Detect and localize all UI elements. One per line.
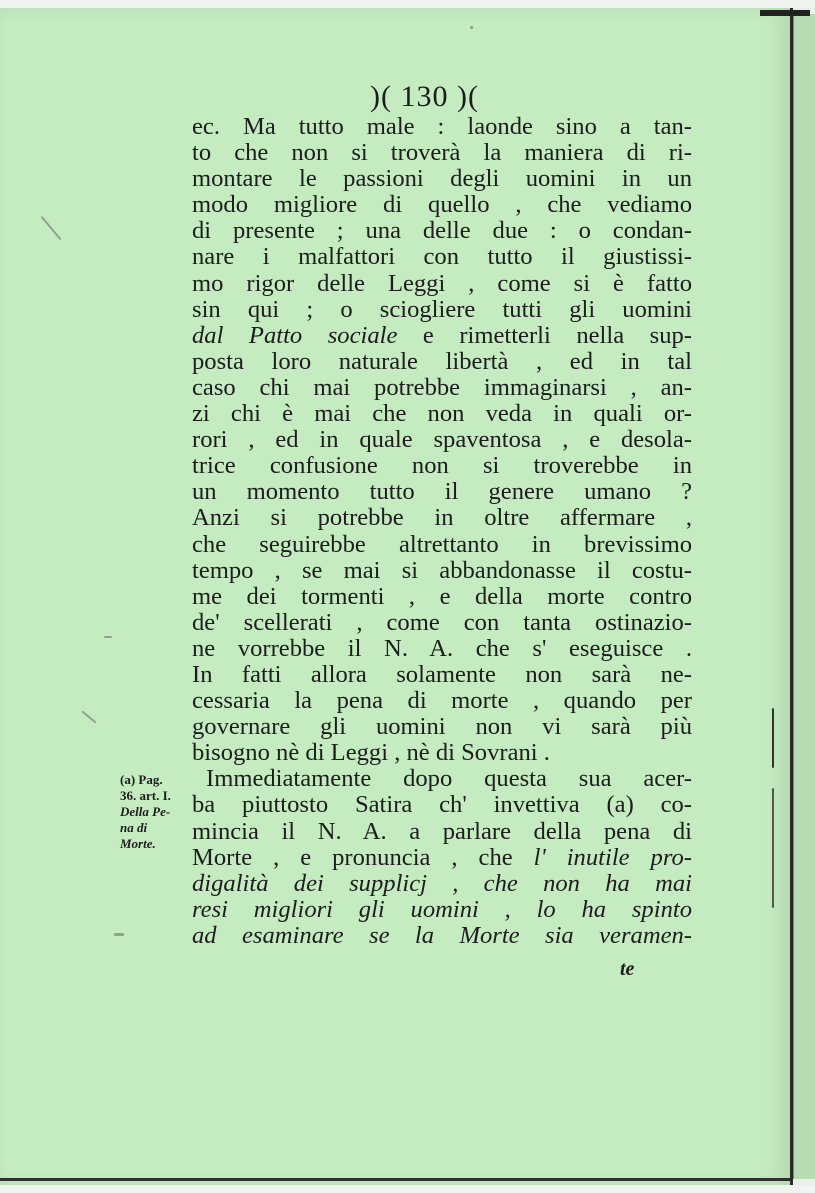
roman-text: che seguirebbe altrettanto in brevissimo	[192, 530, 692, 558]
roman-text: In fatti allora solamente non sarà ne-	[192, 660, 692, 688]
roman-text: mo rigor delle Leggi , come si è fatto	[192, 269, 692, 297]
text-line	[192, 427, 692, 453]
text-line	[192, 297, 692, 323]
page-bottom-rule	[0, 1178, 790, 1181]
roman-text: di presente ; una delle due : o condan-	[192, 217, 692, 245]
text-line	[192, 218, 692, 244]
body-text	[192, 114, 692, 949]
text-line	[192, 479, 692, 505]
paper-speck	[114, 933, 124, 936]
book-page	[0, 8, 793, 1185]
scan-top-margin	[0, 0, 815, 8]
text-line	[192, 584, 692, 610]
roman-text: ne vorrebbe il N. A. che s' eseguisce .	[192, 634, 692, 662]
roman-text: Immediatamente dopo questa sua acer-	[206, 765, 692, 793]
text-line	[192, 714, 692, 740]
text-line	[192, 871, 692, 897]
text-line	[192, 166, 692, 192]
roman-text: montare le passioni degli uomini in un	[192, 165, 692, 193]
text-line	[192, 114, 692, 140]
roman-text: zi chi è mai che non veda in quali or-	[192, 400, 692, 428]
text-line	[192, 897, 692, 923]
roman-text: modo migliore di quello , che vediamo	[192, 191, 692, 219]
text-line	[192, 192, 692, 218]
text-line	[192, 271, 692, 297]
text-line	[192, 505, 692, 531]
text-line	[192, 792, 692, 818]
text-line	[192, 401, 692, 427]
text-line	[192, 453, 692, 479]
roman-text: rori , ed in quale spaventosa , e desola-	[192, 426, 692, 454]
text-line	[192, 323, 692, 349]
roman-text: de' scellerati , come con tanta ostinazio-	[192, 608, 692, 636]
scan-corner-mark	[760, 10, 810, 16]
marginal-note	[120, 772, 190, 852]
text-line	[192, 375, 692, 401]
roman-text: mincia il N. A. a parlare della pena di	[192, 817, 692, 845]
roman-text: bisogno nè di Leggi , nè di Sovrani .	[192, 739, 550, 767]
roman-text: to che non si troverà la maniera di ri-	[192, 139, 692, 167]
roman-text: cessaria la pena di morte , quando per	[192, 687, 692, 715]
text-line	[192, 819, 692, 845]
italic-text: l' inutile pro-	[533, 843, 692, 871]
roman-text: un momento tutto il genere umano ?	[192, 478, 692, 506]
paper-speck	[470, 26, 473, 29]
text-line	[192, 558, 692, 584]
text-line	[192, 740, 692, 766]
paper-speck	[41, 216, 62, 240]
roman-text: e rimetterli nella sup-	[397, 321, 692, 349]
paper-speck	[81, 710, 96, 723]
roman-text: me dei tormenti , e della morte contro	[192, 582, 692, 610]
roman-text: Anzi si potrebbe in oltre affermare ,	[192, 504, 692, 532]
italic-text: resi migliori gli uomini , lo ha spinto	[192, 895, 692, 923]
text-line	[192, 845, 692, 871]
text-line	[192, 688, 692, 714]
marginal-note-line: Morte.	[120, 836, 156, 851]
text-line	[192, 610, 692, 636]
roman-text: tempo , se mai si abbandonasse il costu-	[192, 556, 692, 584]
paper-speck	[104, 636, 112, 638]
paper-speck	[772, 788, 774, 908]
text-line	[192, 923, 692, 949]
roman-text: nare i malfattori con tutto il giustissi-	[192, 243, 692, 271]
marginal-note-line: (a) Pag.	[120, 772, 163, 787]
roman-text: ec. Ma tutto male : laonde sino a tan-	[192, 113, 692, 140]
roman-text: posta loro naturale libertà , ed in tal	[192, 347, 692, 375]
text-line	[192, 532, 692, 558]
text-line	[192, 636, 692, 662]
paper-speck	[772, 708, 774, 768]
roman-text: sin qui ; o sciogliere tutti gli uomini	[192, 295, 692, 323]
text-line	[192, 140, 692, 166]
catchword: te	[620, 958, 635, 980]
roman-text: ba piuttosto Satira ch' invettiva (a) co-	[192, 791, 692, 819]
roman-text: trice confusione non si troverebbe in	[192, 452, 692, 480]
text-line	[192, 349, 692, 375]
italic-text: digalità dei supplicj , che non ha mai	[192, 869, 692, 897]
roman-text: Morte , e pronuncia , che	[192, 843, 534, 871]
text-line	[192, 244, 692, 270]
roman-text: caso chi mai potrebbe immaginarsi , an-	[192, 373, 692, 401]
marginal-note-line: Della Pe-	[120, 804, 171, 819]
roman-text: governare gli uomini non vi sarà più	[192, 713, 692, 741]
italic-text: dal Patto sociale	[192, 321, 398, 349]
italic-text: ad esaminare se la Morte sia veramen-	[192, 921, 692, 949]
scan-bottom-margin	[0, 1185, 815, 1193]
marginal-note-line: na di	[120, 820, 148, 835]
facing-page-edge	[793, 14, 815, 1179]
page-number: )( 130 )(	[370, 80, 479, 113]
marginal-note-line: 36. art. I.	[120, 788, 171, 803]
text-line	[192, 766, 692, 792]
text-line	[192, 662, 692, 688]
